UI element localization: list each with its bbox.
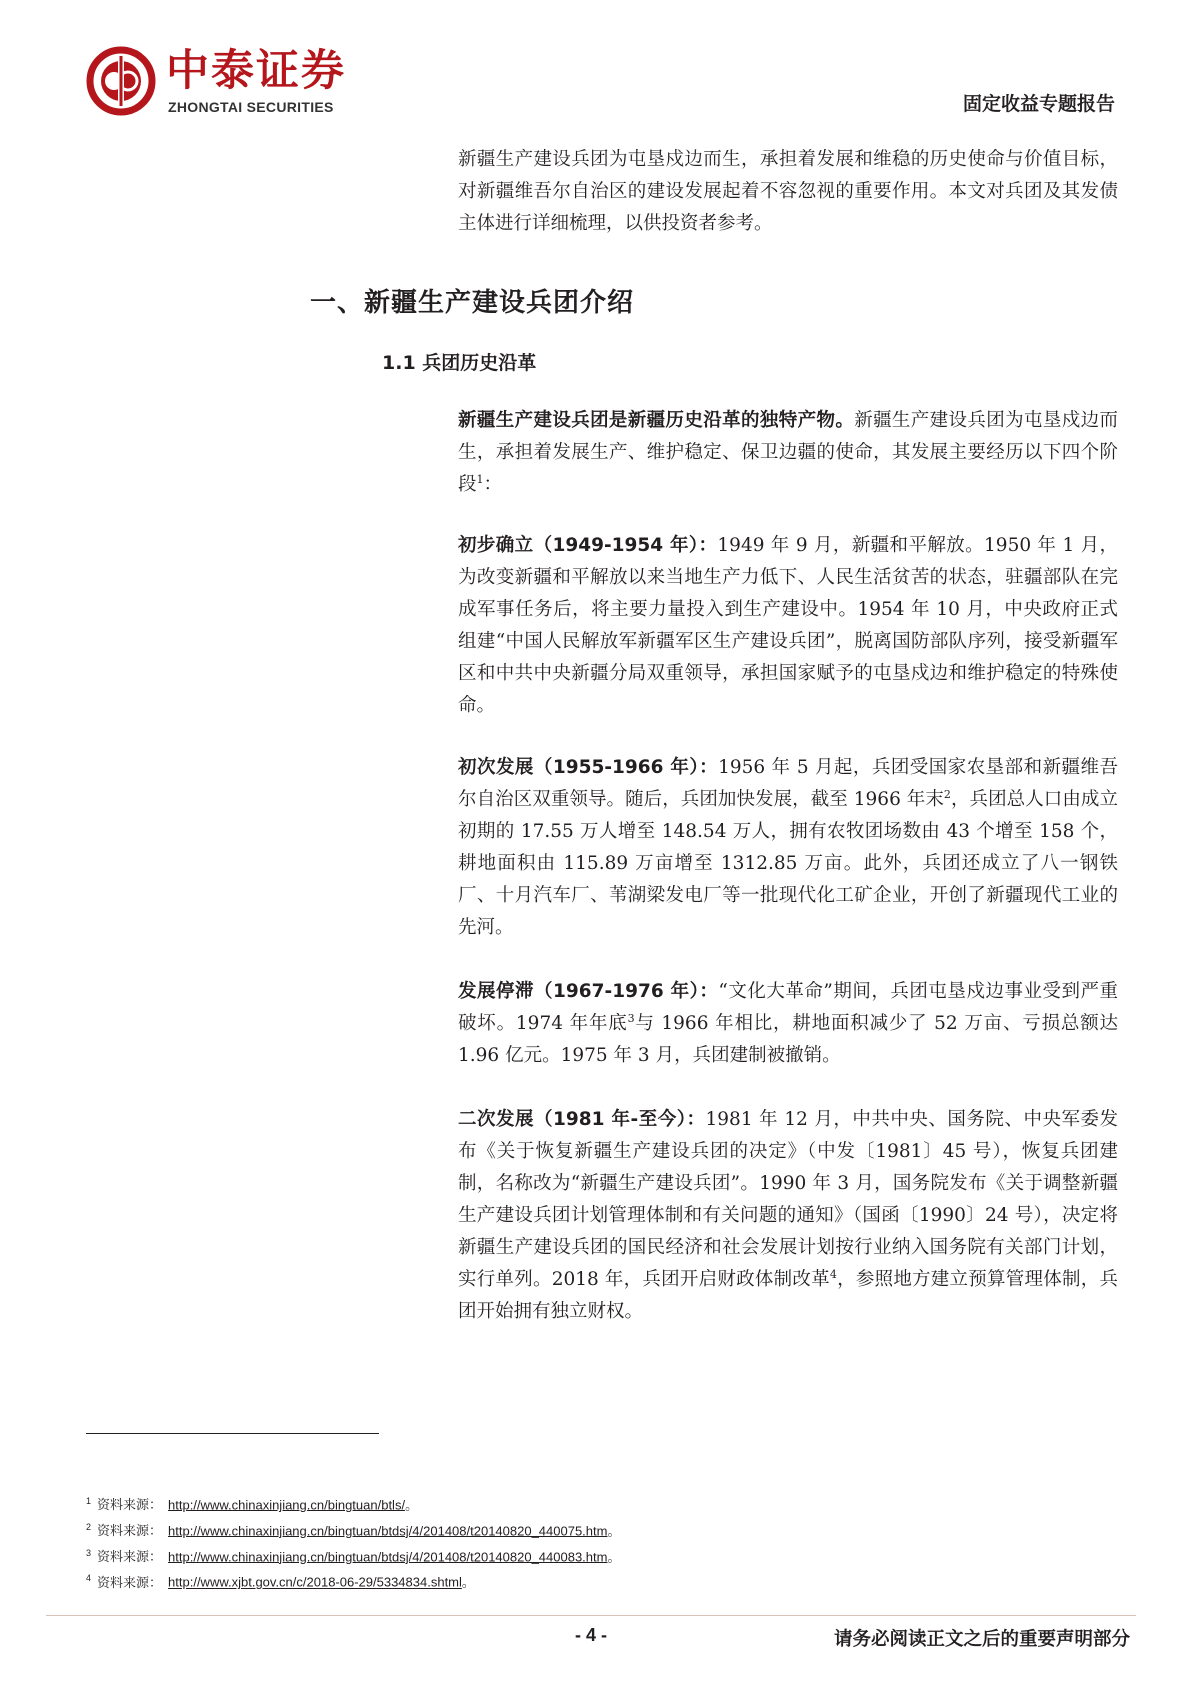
footnote-number: 3 [86, 1547, 92, 1558]
paragraph-text: 1981 年 12 月，中共中央、国务院、中央军委发布《关于恢复新疆生产建设兵团的决定》（中发〔1981〕45 号），恢复兵团建制，名称改为“新疆生产建设兵团”。1990 年 3 月，国务院发布《关于调整新疆生产建设兵团计划管理体制和有关问题的通知》（国函〔1990〕24 号），决定将新疆生产建设兵团的国民经济和社会发展计划按行业纳入国务院有关部门计划，实行单列。2018 年，兵团开启财政体制改革 [458, 1109, 1119, 1290]
footnote-ref[interactable]: 4 [829, 1267, 837, 1281]
subsection-title: 1.1 兵团历史沿革 [382, 352, 537, 374]
footnote-ref[interactable]: 1 [476, 472, 484, 486]
paragraph-text: 1949 年 9 月，新疆和平解放。1950 年 1 月，为改变新疆和平解放以来当地生产力低下、人民生活贫苦的状态，驻疆部队在完成军事任务后，将主要力量投入到生产建设中。1954 年 10 月，中央政府正式组建“中国人民解放军新疆军区生产建设兵团”，脱离国防部队序列，接受新疆军区和中共中央新疆分局双重领导，承担国家赋予的屯垦戍边和维护稳定的特殊使命。 [458, 535, 1118, 716]
report-type-label: 固定收益专题报告 [962, 93, 1115, 115]
footnote-number: 1 [86, 1496, 92, 1506]
paragraph-text: 新疆生产建设兵团为屯垦戍边而生，承担着发展生产、维护稳定、保卫边疆的使命，其发展主要经历以下四个阶段 [458, 410, 1118, 495]
logo-english-name: ZHONGTAI SECURITIES [168, 99, 334, 115]
paragraph-lead: 新疆生产建设兵团是新疆历史沿革的独特产物。 [458, 410, 855, 431]
paragraph-stage-2 [458, 752, 1118, 944]
paragraph-text: “文化大革命”期间，兵团屯垦戍边事业受到严重破坏。1974 年年底 [458, 981, 1118, 1034]
footnote-item [86, 1543, 1086, 1569]
footnote-label: 资料来源： [97, 1575, 163, 1591]
footnote-item [86, 1517, 1086, 1543]
footnote-link[interactable]: http://www.xjbt.gov.cn/c/2018-06-29/5334834.shtml [168, 1574, 462, 1590]
paragraph-text: ，参照地方建立预算管理体制，兵团开始拥有独立财权。 [458, 1269, 1118, 1322]
footnote-item [86, 1491, 1086, 1517]
footnote-link[interactable]: http://www.chinaxinjiang.cn/bingtuan/btdsj/4/201408/t20140820_440083.htm [168, 1548, 608, 1564]
footnote-label: 资料来源： [97, 1498, 163, 1514]
footnote-number: 4 [86, 1573, 92, 1584]
company-logo [86, 44, 386, 124]
footnote-end: 。 [461, 1575, 475, 1591]
paragraph-overview [458, 405, 1118, 501]
paragraph-stage-1 [458, 530, 1118, 722]
footnote-divider [86, 1433, 379, 1434]
footnote-ref[interactable]: 3 [627, 1011, 635, 1025]
paragraph-text: 1956 年 5 月起，兵团受国家农垦部和新疆维吾尔自治区双重领导。随后，兵团加快发展，截至 1966 年末 [458, 757, 1118, 810]
footer-divider [46, 1615, 1136, 1616]
paragraph-stage-4 [458, 1104, 1118, 1328]
footnote-number: 2 [86, 1521, 92, 1532]
footnotes [86, 1491, 1086, 1594]
footnote-label: 资料来源： [97, 1549, 163, 1565]
footnote-item [86, 1568, 1086, 1594]
footnote-end: 。 [405, 1498, 419, 1514]
paragraph-stage-3 [458, 976, 1118, 1072]
paragraph-lead: 初次发展（1955-1966 年）： [458, 757, 719, 778]
intro-paragraph: 新疆生产建设兵团为屯垦戍边而生，承担着发展和维稳的历史使命与价值目标，对新疆维吾尔自治区的建设发展起着不容忽视的重要作用。本文对兵团及其发债主体进行详细梳理，以供投资者参考。 [458, 149, 1118, 234]
logo-chinese-name: 中泰证券 [166, 46, 346, 96]
footnote-label: 资料来源： [97, 1524, 163, 1540]
section-title: 一、新疆生产建设兵团介绍 [310, 288, 635, 318]
paragraph-lead: 发展停滞（1967-1976 年）： [458, 981, 719, 1002]
paragraph-lead: 二次发展（1981 年-至今）： [458, 1109, 706, 1130]
disclaimer-notice: 请务必阅读正文之后的重要声明部分 [833, 1629, 1130, 1650]
paragraph-text: 与 1966 年相比，耕地面积减少了 52 万亩、亏损总额达 1.96 亿元。1975 年 3 月，兵团建制被撤销。 [458, 1013, 1118, 1066]
paragraph-lead: 初步确立（1949-1954 年）： [458, 535, 718, 556]
footnote-link[interactable]: http://www.chinaxinjiang.cn/bingtuan/btls/ [168, 1497, 406, 1513]
page-number: - 4 - [575, 1625, 608, 1645]
paragraph-text: ，兵团总人口由成立初期的 17.55 万人增至 148.54 万人，拥有农牧团场数由 43 个增至 158 个，耕地面积由 115.89 万亩增至 1312.85 万亩。此外，兵团还成立了八一钢铁厂、十月汽车厂、苇湖梁发电厂等一批现代化工矿企业，开创了新疆现代工业的先河。 [458, 789, 1118, 938]
zhongtai-logo-icon [86, 46, 156, 116]
footnote-end: 。 [607, 1524, 621, 1540]
footnote-ref[interactable]: 2 [943, 787, 951, 801]
paragraph-text: ： [483, 474, 503, 495]
footnote-end: 。 [607, 1549, 621, 1565]
footnote-link[interactable]: http://www.chinaxinjiang.cn/bingtuan/btdsj/4/201408/t20140820_440075.htm [168, 1523, 608, 1539]
